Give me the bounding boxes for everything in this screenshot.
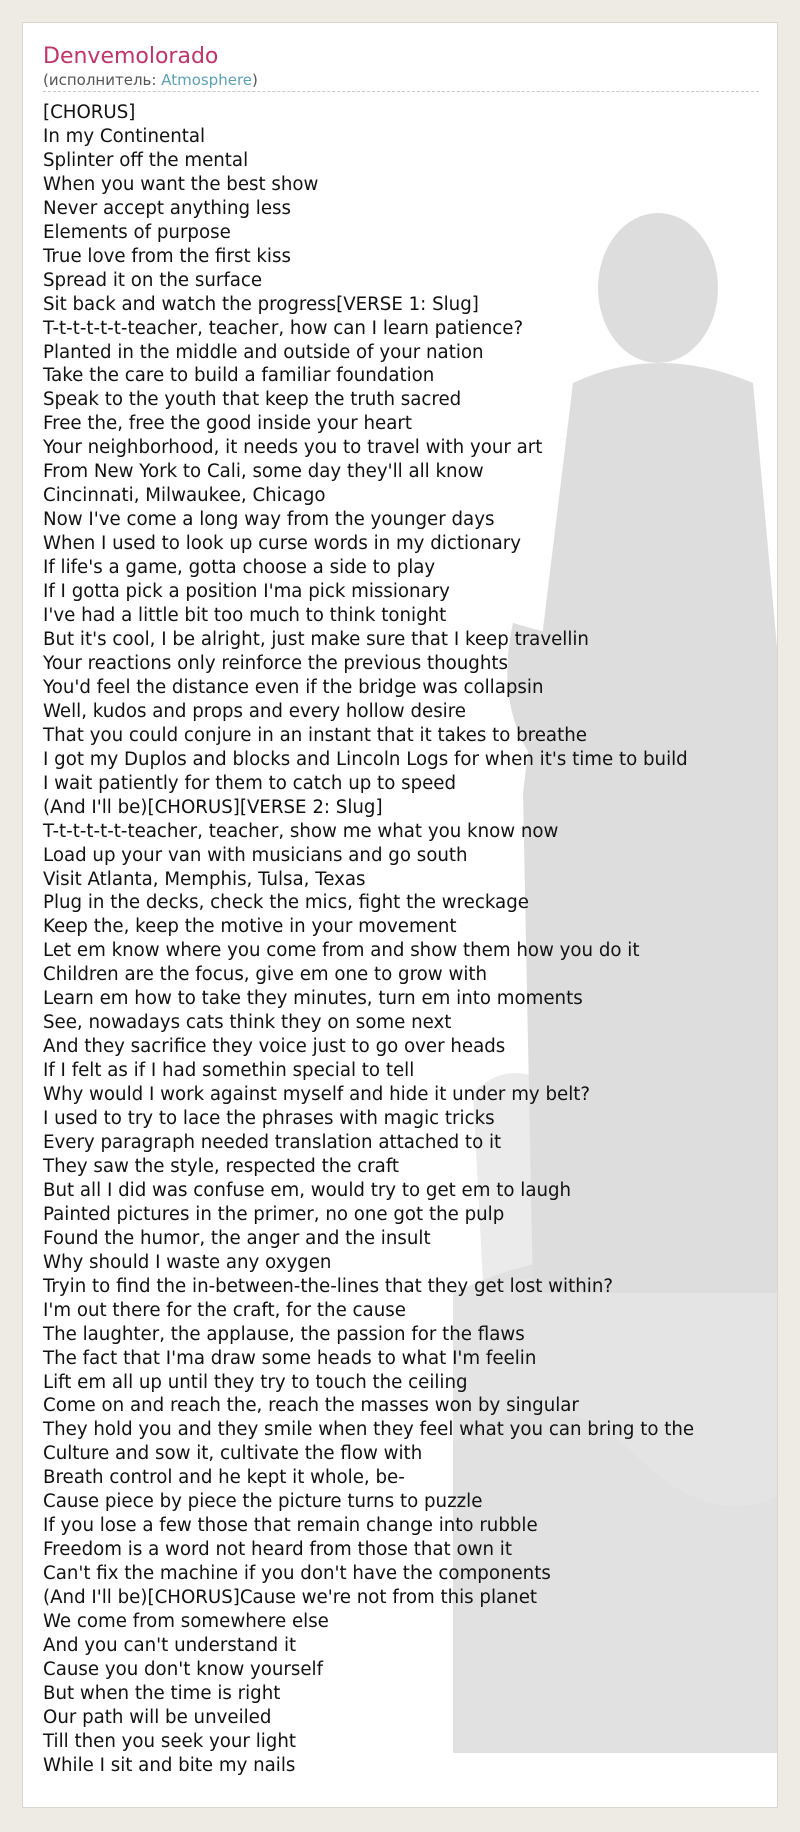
lyric-line: But it's cool, I be alright, just make sure that I keep travellin: [43, 628, 589, 650]
lyric-line: If you lose a few those that remain change into rubble: [43, 1515, 538, 1537]
artist-line: [43, 71, 759, 89]
lyric-line: Painted pictures in the primer, no one got the pulp: [43, 1203, 505, 1225]
lyric-line: In my Continental: [43, 125, 206, 147]
lyric-line: Found the humor, the anger and the insult: [43, 1227, 431, 1249]
lyric-line: (And I'll be)[CHORUS]Cause we're not from this planet: [43, 1587, 538, 1609]
lyric-line: I wait patiently for them to catch up to speed: [43, 772, 457, 794]
lyric-line: The fact that I'ma draw some heads to what I'm feelin: [43, 1347, 537, 1369]
lyric-line: Your neighborhood, it needs you to travel with your art: [43, 437, 543, 459]
lyric-line: Splinter off the mental: [43, 149, 249, 171]
lyric-line: Visit Atlanta, Memphis, Tulsa, Texas: [43, 868, 366, 890]
lyric-line: I'm out there for the craft, for the cause: [43, 1299, 406, 1321]
lyric-line: Your reactions only reinforce the previous thoughts: [43, 652, 508, 674]
lyric-line: And you can't understand it: [43, 1635, 297, 1656]
lyric-line: Cause you don't know yourself: [43, 1658, 323, 1680]
lyric-line: They hold you and they smile when they feel what you can bring to the: [43, 1419, 695, 1441]
lyric-line: If I felt as if I had somethin special to tell: [43, 1060, 415, 1082]
lyric-line: If I gotta pick a position I'ma pick missionary: [43, 581, 450, 603]
lyric-line: [CHORUS]: [43, 102, 136, 123]
lyric-line: Can't fix the machine if you don't have the components: [43, 1563, 551, 1585]
lyric-line: But when the time is right: [43, 1682, 281, 1704]
lyric-line: I got my Duplos and blocks and Lincoln Logs for when it's time to build: [43, 748, 688, 770]
lyric-line: (And I'll be)[CHORUS][VERSE 2: Slug]: [43, 796, 383, 818]
lyric-line: Now I've come a long way from the younger days: [43, 509, 495, 531]
artist-suffix: ): [252, 71, 258, 89]
lyric-line: True love from the first kiss: [43, 245, 291, 267]
lyric-line: Never accept anything less: [43, 197, 291, 219]
artist-link[interactable]: Atmosphere: [161, 71, 253, 89]
lyric-line: Lift em all up until they try to touch the ceiling: [43, 1371, 468, 1393]
lyric-line: Cause piece by piece the picture turns to puzzle: [43, 1491, 483, 1513]
lyric-line: That you could conjure in an instant that it takes to breathe: [43, 724, 587, 746]
lyric-line: Tryin to find the in-between-the-lines that they get lost within?: [43, 1275, 614, 1297]
lyric-line: And they sacrifice they voice just to go over heads: [43, 1036, 506, 1058]
lyrics-card: [22, 22, 778, 1808]
artist-prefix: (исполнитель:: [43, 71, 162, 89]
lyric-line: Why should I waste any oxygen: [43, 1251, 332, 1273]
lyric-line: Breath control and he kept it whole, be-: [43, 1467, 405, 1489]
lyric-line: Spread it on the surface: [43, 269, 263, 291]
lyric-line: Load up your van with musicians and go south: [43, 844, 468, 866]
lyric-line: Planted in the middle and outside of your nation: [43, 341, 484, 363]
lyric-line: Freedom is a word not heard from those that own it: [43, 1539, 512, 1561]
lyric-line: They saw the style, respected the craft: [43, 1155, 400, 1177]
lyric-line: Cincinnati, Milwaukee, Chicago: [43, 485, 326, 507]
lyric-line: See, nowadays cats think they on some next: [43, 1012, 452, 1034]
lyric-line: Why would I work against myself and hide it under my belt?: [43, 1084, 591, 1106]
lyric-line: Free the, free the good inside your heart: [43, 413, 412, 435]
lyric-line: I used to try to lace the phrases with magic tricks: [43, 1108, 495, 1130]
lyric-line: If life's a game, gotta choose a side to play: [43, 557, 436, 579]
lyric-line: Come on and reach the, reach the masses won by singular: [43, 1395, 579, 1417]
lyric-line: Plug in the decks, check the mics, fight the wreckage: [43, 892, 529, 914]
lyric-line: Let em know where you come from and show them how you do it: [43, 940, 640, 962]
lyric-line: Take the care to build a familiar foundation: [43, 365, 435, 387]
lyric-line: Learn em how to take they minutes, turn em into moments: [43, 988, 583, 1010]
lyric-line: Children are the focus, give em one to grow with: [43, 964, 488, 986]
song-header: [43, 43, 759, 92]
lyric-line: From New York to Cali, some day they'll all know: [43, 461, 484, 483]
lyric-line: Well, kudos and props and every hollow desire: [43, 700, 466, 722]
lyric-line: Culture and sow it, cultivate the flow with: [43, 1443, 423, 1465]
song-title: Denvemolorado: [43, 44, 219, 69]
lyric-line: T-t-t-t-t-t-teacher, teacher, show me what you know now: [43, 820, 559, 842]
lyric-line: When I used to look up curse words in my dictionary: [43, 533, 522, 555]
lyric-line: T-t-t-t-t-t-teacher, teacher, how can I learn patience?: [43, 317, 524, 339]
lyric-line: I've had a little bit too much to think tonight: [43, 605, 447, 627]
lyric-line: Our path will be unveiled: [43, 1706, 272, 1728]
lyric-line: Every paragraph needed translation attached to it: [43, 1131, 502, 1153]
lyric-line: Elements of purpose: [43, 221, 231, 243]
lyric-line: You'd feel the distance even if the bridge was collapsin: [43, 676, 544, 698]
lyrics-text: [43, 101, 773, 1778]
lyric-line: While I sit and bite my nails: [43, 1754, 296, 1776]
lyric-line: When you want the best show: [43, 173, 319, 195]
lyric-line: The laughter, the applause, the passion for the flaws: [43, 1323, 525, 1345]
lyric-line: Speak to the youth that keep the truth sacred: [43, 389, 462, 411]
lyric-line: Sit back and watch the progress[VERSE 1: Slug]: [43, 293, 479, 315]
lyric-line: Keep the, keep the motive in your movement: [43, 916, 457, 938]
lyric-line: But all I did was confuse em, would try to get em to laugh: [43, 1179, 572, 1201]
lyric-line: We come from somewhere else: [43, 1611, 329, 1633]
lyric-line: Till then you seek your light: [43, 1730, 296, 1752]
